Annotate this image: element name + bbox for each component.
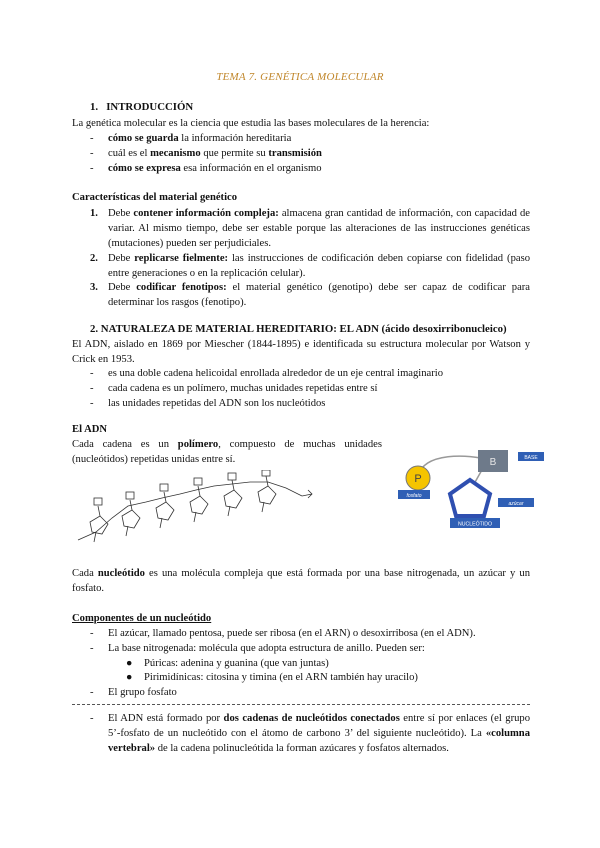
phosphate-tag-text: fosfato [406, 493, 422, 499]
sugar-ring [190, 486, 208, 514]
base-tag-text: BASE [524, 455, 538, 461]
section-2-intro: El ADN, aislado en 1869 por Miescher (1844-1895) e identificada su estructura molecular por Watson y Crick en 1953. [72, 339, 530, 365]
sub-list-item: ● Pirimidínicas: citosina y timina (en el ARN también hay uracilo) [126, 672, 418, 683]
nucleotide-diagram [398, 446, 548, 534]
list-item: - las unidades repetidas del ADN son los nucleótidos [90, 398, 326, 409]
numbered-item: 1. Debe contener información compleja: almacena gran cantidad de información, con capacidad de variar. Al mismo tiempo, debe ser estable porque las alteraciones de las instrucciones genéticas (mutaciones) pueden ser perjudiciales. [90, 208, 531, 249]
section-1-title: INTRODUCCIÓN [106, 101, 194, 113]
sugar-pentagon [450, 480, 490, 516]
sub-list-item: ● Púricas: adenina y guanina (que van juntas) [126, 658, 329, 669]
list-item: - cuál es el mecanismo que permite su transmisión [90, 148, 322, 159]
numbered-item: 2. Debe replicarse fielmente: las instrucciones de codificación deben copiarse con fidelidad (paso entre generaciones o en la replicación celular). [90, 253, 530, 279]
nucleotide-paragraph: Cada nucleótido es una molécula compleja que está formada por una base nitrogenada, un azúcar y un fosfato. [72, 568, 530, 594]
list-item: - cómo se guarda la información hereditaria [90, 133, 292, 144]
document-title: TEMA 7. GENÉTICA MOLECULAR [216, 71, 384, 83]
phosphate-label: P [414, 473, 422, 485]
nucleotide-tag-text: NUCLEÓTIDO [457, 521, 493, 528]
list-item: - La base nitrogenada: molécula que adopta estructura de anillo. Pueden ser: [90, 643, 425, 654]
list-item: - El azúcar, llamado pentosa, puede ser ribosa (en el ARN) o desoxirribosa (en el ADN). [90, 628, 476, 639]
section-1-number: 1. [90, 101, 99, 113]
list-item: - cada cadena es un polímero, muchas unidades repetidas entre sí [90, 383, 378, 394]
dashed-divider [72, 704, 530, 705]
sugar-tag-text: azúcar [508, 501, 524, 507]
list-item: - El grupo fosfato [90, 687, 177, 698]
characteristics-heading: Características del material genético [72, 192, 238, 203]
adn-heading: El ADN [72, 424, 108, 435]
adn-paragraph: Cada cadena es un polímero, compuesto de muchas unidades (nucleótidos) repetidas unidas entre sí. [72, 439, 382, 465]
polynucleotide-chain-figure [76, 470, 316, 548]
list-item: - cómo se expresa esa información en el organismo [90, 163, 322, 174]
numbered-item: 3. Debe codificar fenotipos: el material genético (genotipo) debe ser capaz de codificar para determinar los rasgos (fenotipo). [90, 282, 530, 308]
sugar-ring [258, 476, 276, 504]
section-1-intro: La genética molecular es la ciencia que estudia las bases moleculares de la herencia: [72, 118, 430, 129]
list-item: - El ADN está formado por dos cadenas de nucleótidos conectados entre sí por enlaces (el grupo 5’-fosfato de un nucleótido con el átomo de carbono 3’ del siguiente nucleótido). La «columna vertebral» de la cadena polinucleótida la forman azúcares y fosfatos alternados. [90, 713, 530, 754]
components-heading: Componentes de un nucleótido [72, 613, 212, 624]
base-label: B [489, 457, 497, 468]
section-1-heading [90, 100, 193, 115]
list-item: - es una doble cadena helicoidal enrollada alrededor de un eje central imaginario [90, 368, 444, 379]
section-2-heading: 2. NATURALEZA DE MATERIAL HEREDITARIO: EL ADN (ácido desoxirribonucleico) [90, 323, 507, 335]
